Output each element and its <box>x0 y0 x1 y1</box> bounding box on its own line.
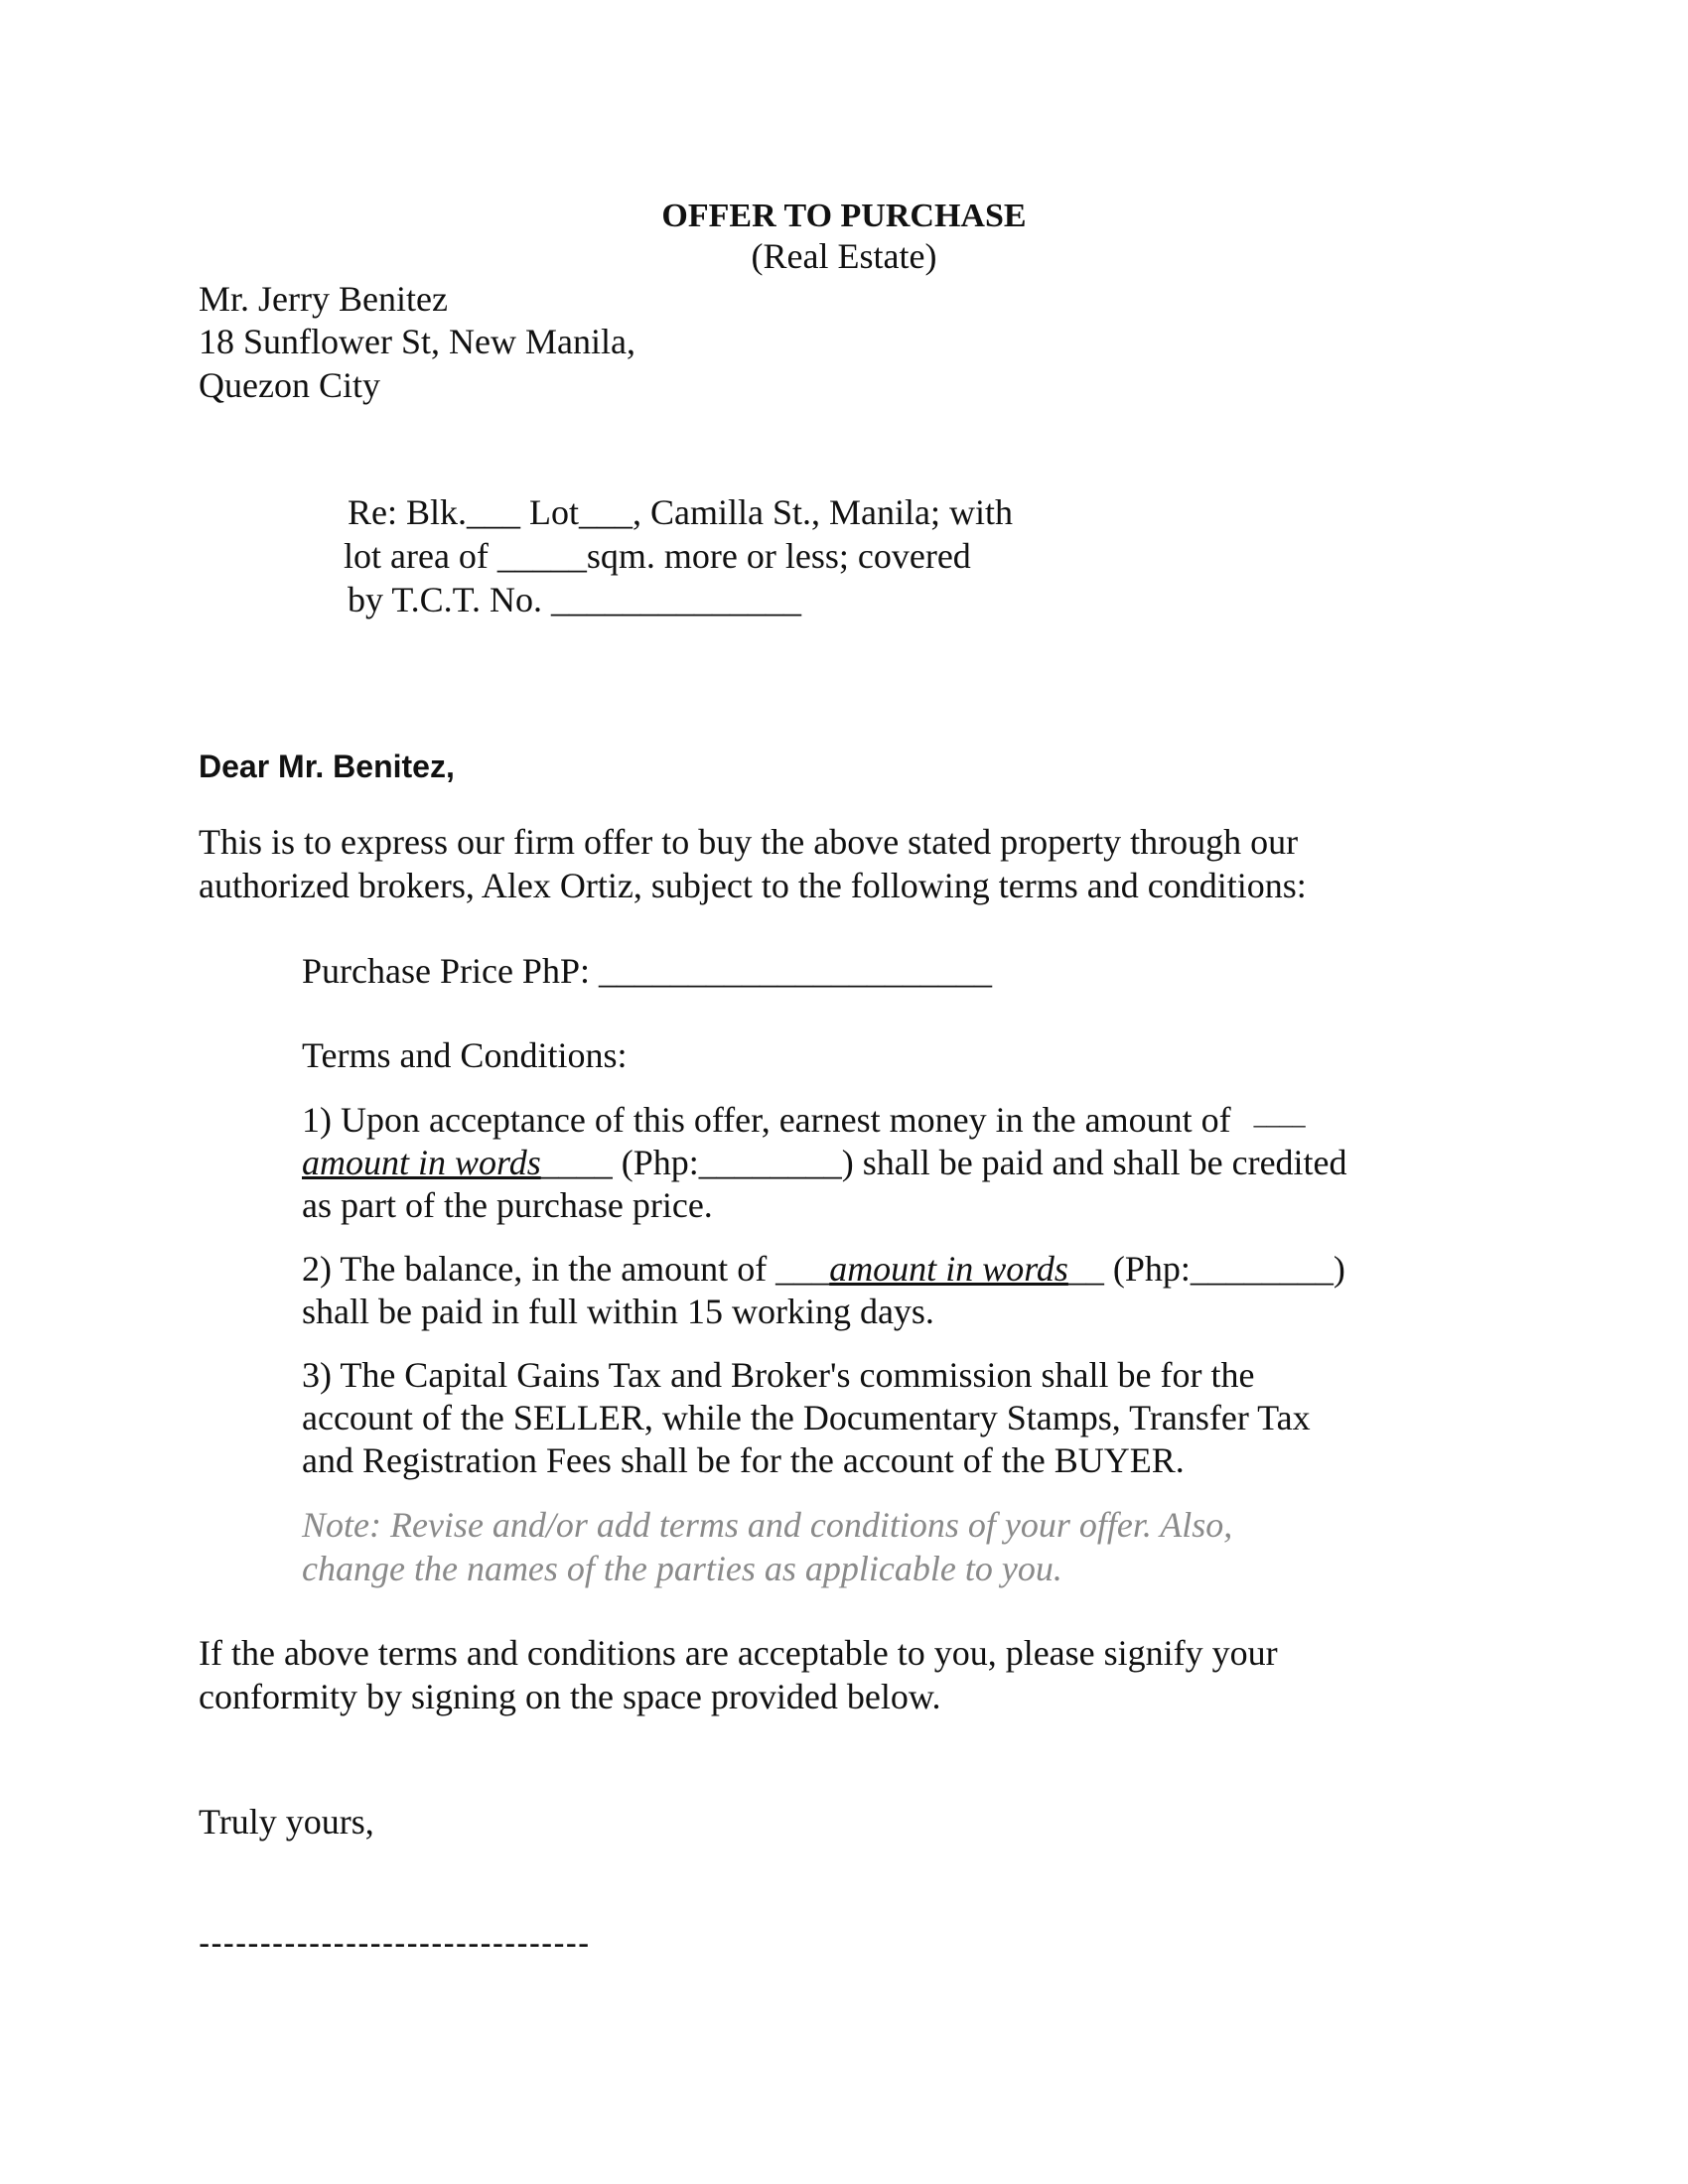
term2-line2: shall be paid in full within 15 working days. <box>302 1292 934 1331</box>
recipient-address-line2: Quezon City <box>199 365 380 405</box>
term3-line1: 3) The Capital Gains Tax and Broker's commission shall be for the <box>302 1355 1255 1395</box>
document-subtitle: (Real Estate) <box>751 236 937 276</box>
term3-line3: and Registration Fees shall be for the account of the BUYER. <box>302 1440 1185 1480</box>
recipient-address-line1: 18 Sunflower St, New Manila, <box>199 322 635 361</box>
salutation: Dear Mr. Benitez, <box>199 749 455 784</box>
term1-line1-text: 1) Upon acceptance of this offer, earnest money in the amount of <box>302 1100 1231 1140</box>
re-line3: by T.C.T. No. ______________ <box>348 580 801 619</box>
term1-line1-blank: ____ <box>1253 1101 1306 1130</box>
re-line1: Re: Blk.___ Lot___, Camilla St., Manila; with <box>348 492 1013 532</box>
closing-line2: conformity by signing on the space provided below. <box>199 1677 941 1716</box>
document-title: OFFER TO PURCHASE <box>661 198 1027 234</box>
term1-amount-in-words: amount in words <box>302 1143 541 1182</box>
signature-line: -------------------------------- <box>199 1925 591 1963</box>
closing-line1: If the above terms and conditions are acceptable to you, please signify your <box>199 1633 1278 1673</box>
terms-heading: Terms and Conditions: <box>302 1035 628 1075</box>
note-line2: change the names of the parties as applicable to you. <box>302 1549 1062 1588</box>
term1-line1 <box>302 1098 1306 1146</box>
term3-line2: account of the SELLER, while the Documentary Stamps, Transfer Tax <box>302 1398 1311 1437</box>
term1-line3: as part of the purchase price. <box>302 1185 713 1225</box>
re-line2: lot area of _____sqm. more or less; covered <box>344 536 971 576</box>
note-line1: Note: Revise and/or add terms and conditions of your offer. Also, <box>302 1505 1233 1545</box>
recipient-name: Mr. Jerry Benitez <box>199 279 448 319</box>
term2-line1 <box>302 1247 1345 1291</box>
term2-line1-post: __ (Php:________) <box>1067 1249 1345 1289</box>
closing-salutation: Truly yours, <box>199 1802 374 1842</box>
purchase-price-line: Purchase Price PhP: ______________________ <box>302 951 992 991</box>
term2-amount-in-words: amount in words <box>829 1249 1068 1289</box>
intro-line1: This is to express our firm offer to buy the above stated property through our <box>199 822 1299 862</box>
term1-line2 <box>302 1141 1347 1184</box>
term1-line2-rest: ____ (Php:________) shall be paid and shall be credited <box>540 1143 1347 1182</box>
term2-line1-pre: 2) The balance, in the amount of ___ <box>302 1249 830 1289</box>
intro-line2: authorized brokers, Alex Ortiz, subject to the following terms and conditions: <box>199 866 1307 905</box>
